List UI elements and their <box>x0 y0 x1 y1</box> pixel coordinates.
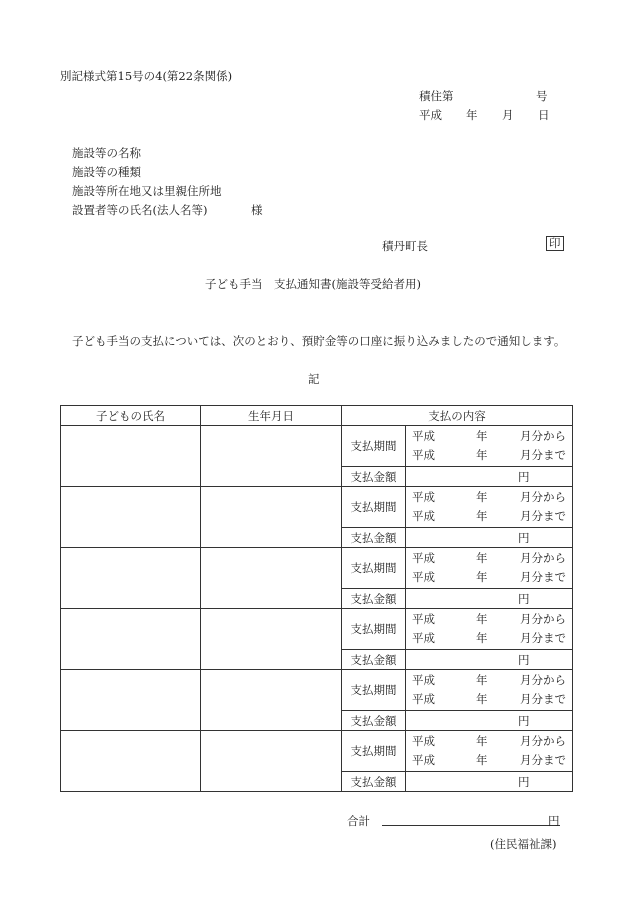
period-cell <box>406 548 573 589</box>
amount-yen: 円 <box>518 531 530 545</box>
period-from-era: 平成 <box>412 551 435 565</box>
col-header-name: 子どもの氏名 <box>61 406 201 426</box>
facility-type-label: 施設等の種類 <box>72 165 141 179</box>
amount-label: 支払金額 <box>342 528 406 548</box>
facility-name-label: 施設等の名称 <box>72 146 141 160</box>
period-from-year: 年 <box>476 429 488 443</box>
period-cell <box>406 670 573 711</box>
birthdate-cell[interactable] <box>201 548 342 609</box>
amount-yen: 円 <box>518 470 530 484</box>
body-text: 子ども手当の支払については、次のとおり、預貯金等の口座に振り込みましたので通知します。 <box>72 334 566 348</box>
period-label: 支払期間 <box>342 609 406 650</box>
period-to-year: 年 <box>476 570 488 584</box>
period-from-line <box>412 426 566 444</box>
amount-cell[interactable] <box>406 589 573 609</box>
amount-yen: 円 <box>518 653 530 667</box>
period-cell <box>406 426 573 467</box>
birthdate-cell[interactable] <box>201 487 342 548</box>
period-from-line <box>412 548 566 566</box>
child-name-cell[interactable] <box>61 609 201 670</box>
date-era: 平成 <box>419 108 442 122</box>
period-label: 支払期間 <box>342 426 406 467</box>
period-from-line <box>412 609 566 627</box>
period-to-suffix: 月分まで <box>520 753 566 767</box>
period-to-era: 平成 <box>412 753 435 767</box>
period-to-era: 平成 <box>412 570 435 584</box>
period-from-line <box>412 670 566 688</box>
period-from-year: 年 <box>476 673 488 687</box>
facility-address-label: 施設等所在地又は里親住所地 <box>72 184 222 198</box>
birthdate-cell[interactable] <box>201 670 342 731</box>
period-to-suffix: 月分まで <box>520 692 566 706</box>
amount-cell[interactable] <box>406 467 573 487</box>
amount-cell[interactable] <box>406 650 573 670</box>
amount-label: 支払金額 <box>342 467 406 487</box>
child-name-cell[interactable] <box>61 731 201 792</box>
period-to-year: 年 <box>476 509 488 523</box>
period-from-suffix: 月分から <box>520 612 566 626</box>
period-to-line <box>412 628 566 646</box>
period-to-year: 年 <box>476 753 488 767</box>
period-to-year: 年 <box>476 631 488 645</box>
period-label: 支払期間 <box>342 731 406 772</box>
period-cell <box>406 609 573 650</box>
period-from-era: 平成 <box>412 734 435 748</box>
amount-label: 支払金額 <box>342 650 406 670</box>
period-cell <box>406 487 573 528</box>
doc-number-prefix: 積住第 <box>419 89 454 103</box>
child-name-cell[interactable] <box>61 670 201 731</box>
period-from-year: 年 <box>476 734 488 748</box>
issuer-title: 積丹町長 <box>382 239 428 253</box>
period-to-era: 平成 <box>412 631 435 645</box>
period-from-suffix: 月分から <box>520 673 566 687</box>
period-to-line <box>412 567 566 585</box>
table-row <box>61 548 573 589</box>
period-to-suffix: 月分まで <box>520 448 566 462</box>
date-year: 年 <box>466 108 478 122</box>
total-yen: 円 <box>548 814 560 828</box>
amount-label: 支払金額 <box>342 772 406 792</box>
period-to-line <box>412 689 566 707</box>
date-month: 月 <box>502 108 514 122</box>
amount-label: 支払金額 <box>342 711 406 731</box>
ki-heading: 記 <box>308 372 320 386</box>
amount-yen: 円 <box>518 775 530 789</box>
period-label: 支払期間 <box>342 670 406 711</box>
period-label: 支払期間 <box>342 487 406 528</box>
payment-table <box>60 405 573 792</box>
period-from-line <box>412 487 566 505</box>
total-label: 合計 <box>347 814 370 828</box>
child-name-cell[interactable] <box>61 487 201 548</box>
child-name-cell[interactable] <box>61 426 201 487</box>
child-name-cell[interactable] <box>61 548 201 609</box>
period-label: 支払期間 <box>342 548 406 589</box>
period-to-suffix: 月分まで <box>520 509 566 523</box>
amount-cell[interactable] <box>406 772 573 792</box>
period-to-line <box>412 750 566 768</box>
period-from-year: 年 <box>476 612 488 626</box>
table-row <box>61 609 573 650</box>
period-to-era: 平成 <box>412 448 435 462</box>
period-to-era: 平成 <box>412 509 435 523</box>
total-underline <box>382 824 560 826</box>
amount-cell[interactable] <box>406 711 573 731</box>
period-from-year: 年 <box>476 490 488 504</box>
table-header-row <box>61 406 573 426</box>
period-from-era: 平成 <box>412 612 435 626</box>
form-number: 別記様式第15号の4(第22条関係) <box>60 69 233 83</box>
birthdate-cell[interactable] <box>201 426 342 487</box>
period-to-line <box>412 445 566 463</box>
period-cell <box>406 731 573 772</box>
period-from-suffix: 月分から <box>520 734 566 748</box>
period-from-line <box>412 731 566 749</box>
col-header-birthdate: 生年月日 <box>201 406 342 426</box>
period-to-suffix: 月分まで <box>520 631 566 645</box>
period-from-era: 平成 <box>412 429 435 443</box>
doc-number-suffix: 号 <box>536 89 548 103</box>
department: (住民福祉課) <box>490 837 557 851</box>
birthdate-cell[interactable] <box>201 731 342 792</box>
amount-label: 支払金額 <box>342 589 406 609</box>
amount-yen: 円 <box>518 714 530 728</box>
seal-mark: 印 <box>546 236 564 251</box>
period-from-suffix: 月分から <box>520 429 566 443</box>
table-row <box>61 426 573 467</box>
period-to-year: 年 <box>476 448 488 462</box>
document-title: 子ども手当 支払通知書(施設等受給者用) <box>205 277 421 291</box>
period-from-era: 平成 <box>412 673 435 687</box>
period-to-suffix: 月分まで <box>520 570 566 584</box>
date-day: 日 <box>538 108 550 122</box>
birthdate-cell[interactable] <box>201 609 342 670</box>
honorific: 様 <box>251 203 263 217</box>
period-to-era: 平成 <box>412 692 435 706</box>
table-row <box>61 731 573 772</box>
amount-yen: 円 <box>518 592 530 606</box>
period-to-year: 年 <box>476 692 488 706</box>
period-from-suffix: 月分から <box>520 551 566 565</box>
period-from-suffix: 月分から <box>520 490 566 504</box>
period-from-year: 年 <box>476 551 488 565</box>
period-from-era: 平成 <box>412 490 435 504</box>
seal-stamp <box>546 236 564 251</box>
amount-cell[interactable] <box>406 528 573 548</box>
col-header-content: 支払の内容 <box>342 406 573 426</box>
table-row <box>61 670 573 711</box>
table-row <box>61 487 573 528</box>
owner-name-label: 設置者等の氏名(法人名等) <box>72 203 208 217</box>
period-to-line <box>412 506 566 524</box>
